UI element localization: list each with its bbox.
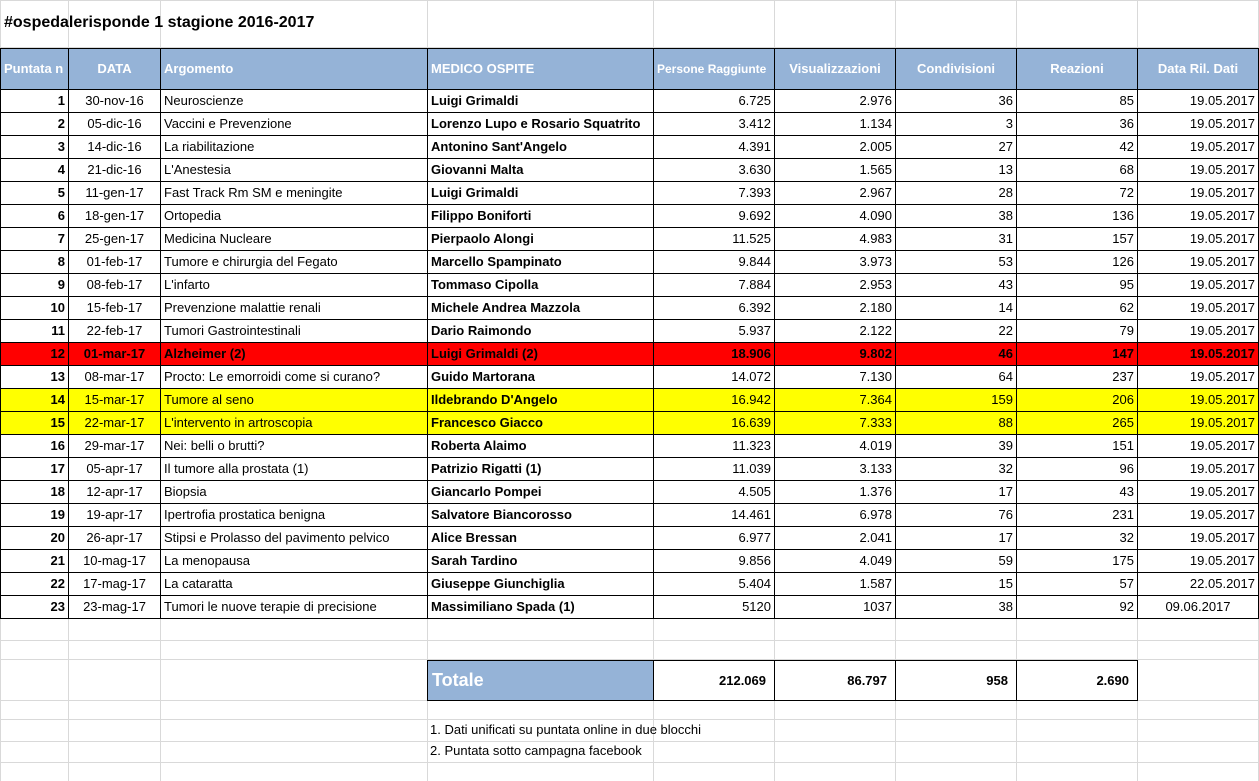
cell-data-ril[interactable]: 19.05.2017 — [1138, 435, 1259, 458]
cell-medico[interactable]: Sarah Tardino — [428, 550, 654, 573]
cell-data-ril[interactable]: 19.05.2017 — [1138, 90, 1259, 113]
cell-medico[interactable]: Pierpaolo Alongi — [428, 228, 654, 251]
cell-reazioni[interactable]: 95 — [1017, 274, 1138, 297]
cell-data[interactable]: 01-feb-17 — [69, 251, 161, 274]
cell-reazioni[interactable]: 36 — [1017, 113, 1138, 136]
cell-visualizzazioni[interactable]: 1.376 — [775, 481, 896, 504]
cell-visualizzazioni[interactable]: 4.983 — [775, 228, 896, 251]
cell-reazioni[interactable]: 231 — [1017, 504, 1138, 527]
cell-persone[interactable]: 5.937 — [654, 320, 775, 343]
cell-data-ril[interactable]: 19.05.2017 — [1138, 527, 1259, 550]
cell-puntata[interactable]: 3 — [1, 136, 69, 159]
cell-visualizzazioni[interactable]: 1.587 — [775, 573, 896, 596]
cell-persone[interactable]: 7.884 — [654, 274, 775, 297]
cell-data-ril[interactable]: 19.05.2017 — [1138, 136, 1259, 159]
cell-medico[interactable]: Alice Bressan — [428, 527, 654, 550]
cell-reazioni[interactable]: 206 — [1017, 389, 1138, 412]
total-reazioni[interactable]: 2.690 — [1017, 661, 1138, 701]
cell-condivisioni[interactable]: 59 — [896, 550, 1017, 573]
table-row — [1, 297, 1259, 320]
cell-visualizzazioni[interactable]: 1.134 — [775, 113, 896, 136]
cell-persone[interactable]: 5.404 — [654, 573, 775, 596]
cell-argomento[interactable]: Tumori Gastrointestinali — [161, 320, 428, 343]
table-row — [1, 481, 1259, 504]
cell-condivisioni[interactable]: 64 — [896, 366, 1017, 389]
cell-data-ril[interactable]: 22.05.2017 — [1138, 573, 1259, 596]
cell-data-ril[interactable]: 19.05.2017 — [1138, 550, 1259, 573]
cell-argomento[interactable]: Fast Track Rm SM e meningite — [161, 182, 428, 205]
cell-medico[interactable]: Ildebrando D'Angelo — [428, 389, 654, 412]
cell-data-ril[interactable]: 19.05.2017 — [1138, 182, 1259, 205]
cell-condivisioni[interactable]: 36 — [896, 90, 1017, 113]
table-row — [1, 228, 1259, 251]
cell-reazioni[interactable]: 136 — [1017, 205, 1138, 228]
cell-argomento[interactable]: Stipsi e Prolasso del pavimento pelvico — [161, 527, 428, 550]
cell-visualizzazioni[interactable]: 9.802 — [775, 343, 896, 366]
table-row — [1, 274, 1259, 297]
col-header-reazioni[interactable]: Reazioni — [1017, 49, 1138, 90]
table-row — [1, 182, 1259, 205]
totals-table — [427, 660, 1138, 701]
cell-persone[interactable]: 14.461 — [654, 504, 775, 527]
cell-visualizzazioni[interactable]: 7.364 — [775, 389, 896, 412]
cell-puntata[interactable]: 19 — [1, 504, 69, 527]
cell-argomento[interactable]: L'infarto — [161, 274, 428, 297]
table-row — [1, 412, 1259, 435]
cell-data[interactable]: 08-mar-17 — [69, 366, 161, 389]
cell-reazioni[interactable]: 43 — [1017, 481, 1138, 504]
cell-data-ril[interactable]: 19.05.2017 — [1138, 389, 1259, 412]
cell-data-ril[interactable]: 09.06.2017 — [1138, 596, 1259, 619]
cell-reazioni[interactable]: 265 — [1017, 412, 1138, 435]
cell-data[interactable]: 19-apr-17 — [69, 504, 161, 527]
cell-persone[interactable]: 18.906 — [654, 343, 775, 366]
cell-argomento[interactable]: Prevenzione malattie renali — [161, 297, 428, 320]
cell-data-ril[interactable]: 19.05.2017 — [1138, 458, 1259, 481]
table-row — [1, 159, 1259, 182]
cell-puntata[interactable]: 15 — [1, 412, 69, 435]
cell-puntata[interactable]: 18 — [1, 481, 69, 504]
col-header-data-ril[interactable]: Data Ril. Dati — [1138, 49, 1259, 90]
cell-medico[interactable]: Salvatore Biancorosso — [428, 504, 654, 527]
cell-condivisioni[interactable]: 15 — [896, 573, 1017, 596]
cell-puntata[interactable]: 1 — [1, 90, 69, 113]
cell-data-ril[interactable]: 19.05.2017 — [1138, 228, 1259, 251]
cell-condivisioni[interactable]: 38 — [896, 205, 1017, 228]
cell-data-ril[interactable]: 19.05.2017 — [1138, 159, 1259, 182]
cell-visualizzazioni[interactable]: 6.978 — [775, 504, 896, 527]
cell-persone[interactable]: 6.977 — [654, 527, 775, 550]
header-row — [1, 49, 1259, 90]
cell-data-ril[interactable]: 19.05.2017 — [1138, 251, 1259, 274]
cell-visualizzazioni[interactable]: 2.953 — [775, 274, 896, 297]
cell-puntata[interactable]: 4 — [1, 159, 69, 182]
cell-puntata[interactable]: 5 — [1, 182, 69, 205]
cell-puntata[interactable]: 9 — [1, 274, 69, 297]
cell-reazioni[interactable]: 92 — [1017, 596, 1138, 619]
cell-medico[interactable]: Guido Martorana — [428, 366, 654, 389]
cell-condivisioni[interactable]: 159 — [896, 389, 1017, 412]
cell-puntata[interactable]: 11 — [1, 320, 69, 343]
cell-medico[interactable]: Lorenzo Lupo e Rosario Squatrito — [428, 113, 654, 136]
cell-reazioni[interactable]: 147 — [1017, 343, 1138, 366]
cell-reazioni[interactable]: 72 — [1017, 182, 1138, 205]
cell-argomento[interactable]: Alzheimer (2) — [161, 343, 428, 366]
cell-data[interactable]: 23-mag-17 — [69, 596, 161, 619]
cell-argomento[interactable]: La menopausa — [161, 550, 428, 573]
cell-persone[interactable]: 9.844 — [654, 251, 775, 274]
cell-condivisioni[interactable]: 17 — [896, 481, 1017, 504]
footnote-1[interactable]: 1. Dati unificati su puntata online in due blocchi — [430, 722, 702, 737]
cell-persone[interactable]: 7.393 — [654, 182, 775, 205]
cell-argomento[interactable]: Tumore al seno — [161, 389, 428, 412]
table-row — [1, 527, 1259, 550]
cell-reazioni[interactable]: 126 — [1017, 251, 1138, 274]
cell-data[interactable]: 08-feb-17 — [69, 274, 161, 297]
cell-argomento[interactable]: Ortopedia — [161, 205, 428, 228]
cell-persone[interactable]: 16.639 — [654, 412, 775, 435]
cell-data[interactable]: 29-mar-17 — [69, 435, 161, 458]
cell-condivisioni[interactable]: 31 — [896, 228, 1017, 251]
cell-medico[interactable]: Michele Andrea Mazzola — [428, 297, 654, 320]
cell-persone[interactable]: 14.072 — [654, 366, 775, 389]
table-row — [1, 90, 1259, 113]
cell-medico[interactable]: Giancarlo Pompei — [428, 481, 654, 504]
cell-reazioni[interactable]: 68 — [1017, 159, 1138, 182]
cell-data-ril[interactable]: 19.05.2017 — [1138, 274, 1259, 297]
cell-reazioni[interactable]: 62 — [1017, 297, 1138, 320]
cell-condivisioni[interactable]: 32 — [896, 458, 1017, 481]
cell-condivisioni[interactable]: 88 — [896, 412, 1017, 435]
cell-puntata[interactable]: 20 — [1, 527, 69, 550]
cell-puntata[interactable]: 13 — [1, 366, 69, 389]
cell-condivisioni[interactable]: 39 — [896, 435, 1017, 458]
cell-data-ril[interactable]: 19.05.2017 — [1138, 366, 1259, 389]
table-row — [1, 389, 1259, 412]
cell-persone[interactable]: 9.856 — [654, 550, 775, 573]
cell-persone[interactable]: 11.039 — [654, 458, 775, 481]
cell-data[interactable]: 25-gen-17 — [69, 228, 161, 251]
cell-medico[interactable]: Marcello Spampinato — [428, 251, 654, 274]
cell-puntata[interactable]: 12 — [1, 343, 69, 366]
cell-data[interactable]: 14-dic-16 — [69, 136, 161, 159]
cell-reazioni[interactable]: 32 — [1017, 527, 1138, 550]
cell-medico[interactable]: Filippo Boniforti — [428, 205, 654, 228]
table-row — [1, 251, 1259, 274]
total-visualizzazioni[interactable]: 86.797 — [775, 661, 896, 701]
cell-persone[interactable]: 6.725 — [654, 90, 775, 113]
cell-data-ril[interactable]: 19.05.2017 — [1138, 504, 1259, 527]
cell-data[interactable]: 01-mar-17 — [69, 343, 161, 366]
table-row — [1, 458, 1259, 481]
table-row — [1, 205, 1259, 228]
cell-persone[interactable]: 4.505 — [654, 481, 775, 504]
cell-condivisioni[interactable]: 28 — [896, 182, 1017, 205]
cell-data-ril[interactable]: 19.05.2017 — [1138, 113, 1259, 136]
cell-puntata[interactable]: 14 — [1, 389, 69, 412]
cell-argomento[interactable]: Tumori le nuove terapie di precisione — [161, 596, 428, 619]
cell-puntata[interactable]: 16 — [1, 435, 69, 458]
cell-reazioni[interactable]: 57 — [1017, 573, 1138, 596]
cell-persone[interactable]: 11.323 — [654, 435, 775, 458]
cell-data-ril[interactable]: 19.05.2017 — [1138, 481, 1259, 504]
cell-persone[interactable]: 9.692 — [654, 205, 775, 228]
cell-argomento[interactable]: La cataratta — [161, 573, 428, 596]
cell-condivisioni[interactable]: 22 — [896, 320, 1017, 343]
cell-data[interactable]: 17-mag-17 — [69, 573, 161, 596]
cell-medico[interactable]: Giuseppe Giunchiglia — [428, 573, 654, 596]
table-row — [1, 435, 1259, 458]
col-header-medico[interactable]: MEDICO OSPITE — [428, 49, 654, 90]
cell-reazioni[interactable]: 157 — [1017, 228, 1138, 251]
total-persone[interactable]: 212.069 — [654, 661, 775, 701]
table-row — [1, 573, 1259, 596]
cell-reazioni[interactable]: 151 — [1017, 435, 1138, 458]
cell-persone[interactable]: 5120 — [654, 596, 775, 619]
cell-data[interactable]: 18-gen-17 — [69, 205, 161, 228]
cell-persone[interactable]: 6.392 — [654, 297, 775, 320]
cell-puntata[interactable]: 7 — [1, 228, 69, 251]
totals-row — [428, 661, 1138, 701]
cell-data-ril[interactable]: 19.05.2017 — [1138, 343, 1259, 366]
cell-argomento[interactable]: Tumore e chirurgia del Fegato — [161, 251, 428, 274]
cell-argomento[interactable]: L'Anestesia — [161, 159, 428, 182]
cell-visualizzazioni[interactable]: 7.130 — [775, 366, 896, 389]
totals-label[interactable]: Totale — [428, 661, 654, 701]
cell-data-ril[interactable]: 19.05.2017 — [1138, 297, 1259, 320]
cell-visualizzazioni[interactable]: 2.122 — [775, 320, 896, 343]
cell-visualizzazioni[interactable]: 2.967 — [775, 182, 896, 205]
cell-visualizzazioni[interactable]: 4.019 — [775, 435, 896, 458]
cell-condivisioni[interactable]: 13 — [896, 159, 1017, 182]
cell-medico[interactable]: Tommaso Cipolla — [428, 274, 654, 297]
col-header-visualizzazioni[interactable]: Visualizzazioni — [775, 49, 896, 90]
table-row — [1, 136, 1259, 159]
cell-medico[interactable]: Francesco Giacco — [428, 412, 654, 435]
cell-visualizzazioni[interactable]: 4.049 — [775, 550, 896, 573]
cell-data[interactable]: 15-feb-17 — [69, 297, 161, 320]
cell-visualizzazioni[interactable]: 1.565 — [775, 159, 896, 182]
cell-condivisioni[interactable]: 17 — [896, 527, 1017, 550]
cell-medico[interactable]: Luigi Grimaldi — [428, 90, 654, 113]
cell-condivisioni[interactable]: 43 — [896, 274, 1017, 297]
cell-reazioni[interactable]: 175 — [1017, 550, 1138, 573]
cell-argomento[interactable]: Il tumore alla prostata (1) — [161, 458, 428, 481]
cell-persone[interactable]: 16.942 — [654, 389, 775, 412]
cell-data[interactable]: 05-apr-17 — [69, 458, 161, 481]
cell-puntata[interactable]: 10 — [1, 297, 69, 320]
cell-visualizzazioni[interactable]: 3.973 — [775, 251, 896, 274]
cell-data-ril[interactable]: 19.05.2017 — [1138, 320, 1259, 343]
cell-data-ril[interactable]: 19.05.2017 — [1138, 205, 1259, 228]
total-condivisioni[interactable]: 958 — [896, 661, 1017, 701]
cell-data[interactable]: 15-mar-17 — [69, 389, 161, 412]
cell-condivisioni[interactable]: 46 — [896, 343, 1017, 366]
table-row — [1, 550, 1259, 573]
cell-reazioni[interactable]: 237 — [1017, 366, 1138, 389]
cell-data-ril[interactable]: 19.05.2017 — [1138, 412, 1259, 435]
cell-visualizzazioni[interactable]: 1037 — [775, 596, 896, 619]
cell-visualizzazioni[interactable]: 7.333 — [775, 412, 896, 435]
cell-argomento[interactable]: Neuroscienze — [161, 90, 428, 113]
cell-persone[interactable]: 11.525 — [654, 228, 775, 251]
col-header-puntata[interactable]: Puntata n — [1, 49, 69, 90]
cell-puntata[interactable]: 23 — [1, 596, 69, 619]
footnote-2[interactable]: 2. Puntata sotto campagna facebook — [430, 743, 642, 758]
table-row — [1, 504, 1259, 527]
cell-argomento[interactable]: Nei: belli o brutti? — [161, 435, 428, 458]
cell-reazioni[interactable]: 96 — [1017, 458, 1138, 481]
cell-data[interactable]: 10-mag-17 — [69, 550, 161, 573]
cell-medico[interactable]: Luigi Grimaldi — [428, 182, 654, 205]
cell-persone[interactable]: 4.391 — [654, 136, 775, 159]
cell-reazioni[interactable]: 79 — [1017, 320, 1138, 343]
cell-medico[interactable]: Giovanni Malta — [428, 159, 654, 182]
cell-data[interactable]: 22-feb-17 — [69, 320, 161, 343]
table-row — [1, 113, 1259, 136]
table-row — [1, 366, 1259, 389]
cell-puntata[interactable]: 6 — [1, 205, 69, 228]
sheet-title: #ospedalerisponde 1 stagione 2016-2017 — [4, 14, 315, 31]
table-row — [1, 343, 1259, 366]
cell-data[interactable]: 30-nov-16 — [69, 90, 161, 113]
cell-visualizzazioni[interactable]: 2.180 — [775, 297, 896, 320]
cell-visualizzazioni[interactable]: 2.976 — [775, 90, 896, 113]
cell-argomento[interactable]: Biopsia — [161, 481, 428, 504]
cell-condivisioni[interactable]: 76 — [896, 504, 1017, 527]
cell-puntata[interactable]: 22 — [1, 573, 69, 596]
table-row — [1, 596, 1259, 619]
cell-reazioni[interactable]: 85 — [1017, 90, 1138, 113]
cell-argomento[interactable]: L'intervento in artroscopia — [161, 412, 428, 435]
cell-medico[interactable]: Dario Raimondo — [428, 320, 654, 343]
episodes-table — [0, 48, 1259, 619]
cell-condivisioni[interactable]: 27 — [896, 136, 1017, 159]
cell-visualizzazioni[interactable]: 3.133 — [775, 458, 896, 481]
cell-argomento[interactable]: Ipertrofia prostatica benigna — [161, 504, 428, 527]
cell-puntata[interactable]: 8 — [1, 251, 69, 274]
cell-medico[interactable]: Roberta Alaimo — [428, 435, 654, 458]
cell-medico[interactable]: Luigi Grimaldi (2) — [428, 343, 654, 366]
cell-data[interactable]: 22-mar-17 — [69, 412, 161, 435]
cell-medico[interactable]: Antonino Sant'Angelo — [428, 136, 654, 159]
table-row — [1, 320, 1259, 343]
cell-condivisioni[interactable]: 3 — [896, 113, 1017, 136]
cell-persone[interactable]: 3.412 — [654, 113, 775, 136]
cell-visualizzazioni[interactable]: 2.005 — [775, 136, 896, 159]
cell-puntata[interactable]: 21 — [1, 550, 69, 573]
cell-puntata[interactable]: 17 — [1, 458, 69, 481]
cell-condivisioni[interactable]: 14 — [896, 297, 1017, 320]
cell-visualizzazioni[interactable]: 4.090 — [775, 205, 896, 228]
cell-puntata[interactable]: 2 — [1, 113, 69, 136]
cell-argomento[interactable]: Medicina Nucleare — [161, 228, 428, 251]
cell-argomento[interactable]: La riabilitazione — [161, 136, 428, 159]
cell-data[interactable]: 21-dic-16 — [69, 159, 161, 182]
cell-argomento[interactable]: Procto: Le emorroidi come si curano? — [161, 366, 428, 389]
cell-data[interactable]: 12-apr-17 — [69, 481, 161, 504]
cell-data[interactable]: 11-gen-17 — [69, 182, 161, 205]
col-header-persone[interactable]: Persone Raggiunte — [654, 49, 775, 90]
cell-argomento[interactable]: Vaccini e Prevenzione — [161, 113, 428, 136]
cell-medico[interactable]: Massimiliano Spada (1) — [428, 596, 654, 619]
cell-persone[interactable]: 3.630 — [654, 159, 775, 182]
cell-data[interactable]: 26-apr-17 — [69, 527, 161, 550]
col-header-condivisioni[interactable]: Condivisioni — [896, 49, 1017, 90]
cell-data[interactable]: 05-dic-16 — [69, 113, 161, 136]
cell-medico[interactable]: Patrizio Rigatti (1) — [428, 458, 654, 481]
cell-reazioni[interactable]: 42 — [1017, 136, 1138, 159]
cell-condivisioni[interactable]: 38 — [896, 596, 1017, 619]
cell-visualizzazioni[interactable]: 2.041 — [775, 527, 896, 550]
col-header-argomento[interactable]: Argomento — [161, 49, 428, 90]
col-header-data[interactable]: DATA — [69, 49, 161, 90]
cell-condivisioni[interactable]: 53 — [896, 251, 1017, 274]
